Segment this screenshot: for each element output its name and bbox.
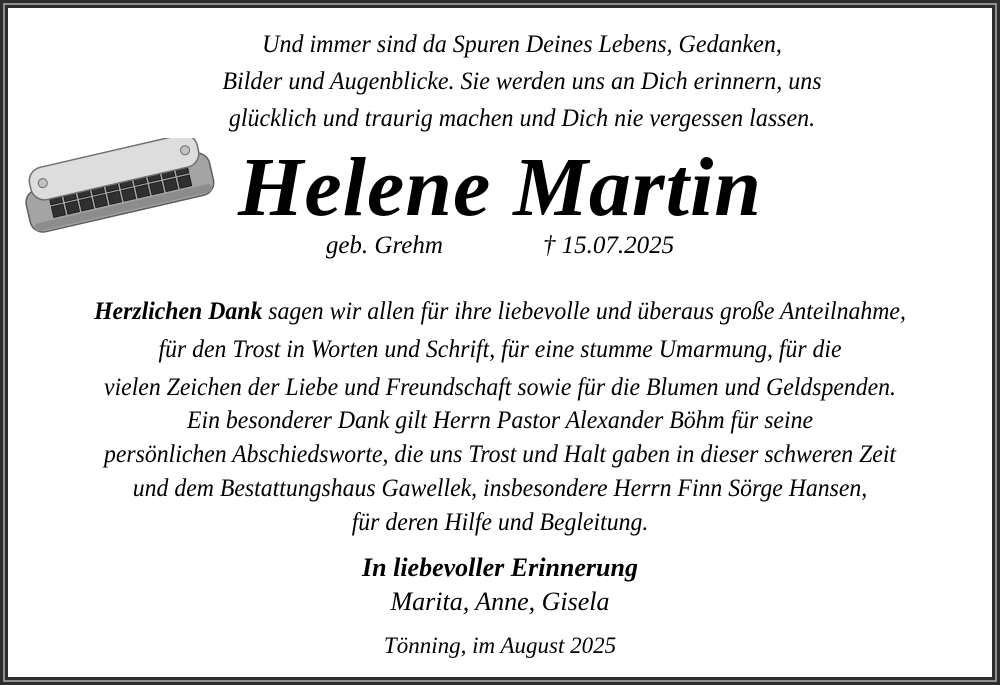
thanks-line-3: vielen Zeichen der Liebe und Freundschaft sowie für die Blumen und Geldspenden. bbox=[104, 374, 896, 401]
special-thanks-line-1: Ein besonderer Dank gilt Herrn Pastor Alexander Böhm für seine bbox=[187, 407, 813, 434]
poem-line-3: glücklich und traurig machen und Dich nie vergessen lassen. bbox=[228, 105, 816, 132]
deceased-name: Helene Martin bbox=[237, 141, 762, 234]
closing-title: In liebevoller Erinnerung bbox=[362, 553, 638, 582]
thanks-line-2: für den Trost in Worten und Schrift, für eine stumme Umarmung, für die bbox=[158, 336, 842, 363]
death-date: † 15.07.2025 bbox=[542, 232, 675, 259]
memorial-poem bbox=[42, 26, 1000, 137]
special-thanks-line-4: für deren Hilfe und Begleitung. bbox=[351, 509, 649, 536]
thanks-line-1 bbox=[25, 293, 975, 331]
poem-line-2: Bilder und Augenblicke. Sie werden uns an Dich erinnern, uns bbox=[222, 68, 822, 95]
special-thanks-paragraph bbox=[25, 404, 975, 540]
thanks-line-1-rest: sagen wir allen für ihre liebevolle und überaus große Anteilnahme, bbox=[262, 298, 906, 325]
thanks-lead: Herzlichen Dank bbox=[94, 298, 263, 325]
poem-line-1: Und immer sind da Spuren Deines Lebens, Gedanken, bbox=[262, 31, 782, 58]
mourners-names: Marita, Anne, Gisela bbox=[390, 587, 610, 616]
place-date: Tönning, im August 2025 bbox=[383, 633, 617, 658]
special-thanks-line-2: persönlichen Abschiedsworte, die uns Trost und Halt gaben in dieser schweren Zeit bbox=[103, 441, 897, 468]
thanks-paragraph bbox=[25, 293, 975, 407]
maiden-name: geb. Grehm bbox=[325, 232, 443, 259]
special-thanks-line-3: und dem Bestattungshaus Gawellek, insbesondere Herrn Finn Sörge Hansen, bbox=[132, 475, 868, 502]
deceased-details bbox=[0, 231, 1000, 261]
